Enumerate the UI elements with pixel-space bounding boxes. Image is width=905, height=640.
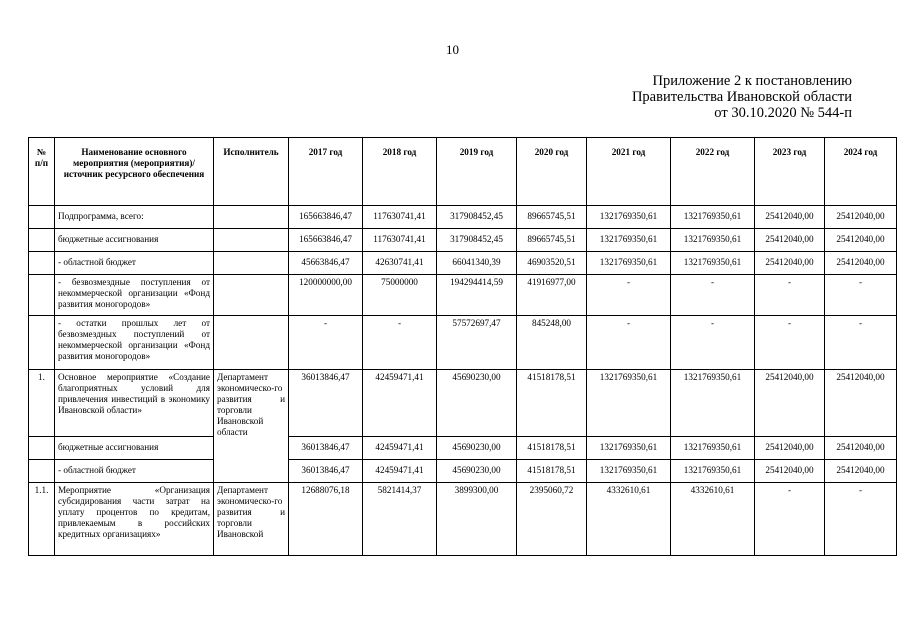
value-2022: - xyxy=(671,275,755,316)
value-2023: 25412040,00 xyxy=(755,460,825,483)
row-number: 1. xyxy=(29,370,55,437)
header-cell: № п/п xyxy=(29,138,55,206)
header-cell: Наименование основного мероприятия (мероприятия)/источник ресурсного обеспечения xyxy=(55,138,214,206)
value-2018: 42459471,41 xyxy=(363,460,437,483)
value-2021: - xyxy=(587,275,671,316)
header-cell: Исполнитель xyxy=(214,138,289,206)
value-2022: 1321769350,61 xyxy=(671,370,755,437)
header-cell: 2021 год xyxy=(587,138,671,206)
value-2023: - xyxy=(755,483,825,556)
appendix-line-2: Правительства Ивановской области xyxy=(631,89,852,105)
row-name: Подпрограмма, всего: xyxy=(55,206,214,229)
value-2017: 36013846,47 xyxy=(289,437,363,460)
header-cell: 2018 год xyxy=(363,138,437,206)
value-2023: - xyxy=(755,275,825,316)
value-2019: 45690230,00 xyxy=(437,460,517,483)
value-2022: 1321769350,61 xyxy=(671,460,755,483)
executor-cell xyxy=(214,275,289,316)
table-row xyxy=(29,229,897,252)
value-2019: 57572697,47 xyxy=(437,316,517,370)
value-2018: 42630741,41 xyxy=(363,252,437,275)
row-name: - областной бюджет xyxy=(55,252,214,275)
value-2022: 1321769350,61 xyxy=(671,252,755,275)
value-2023: 25412040,00 xyxy=(755,370,825,437)
row-name: бюджетные ассигнования xyxy=(55,437,214,460)
page-number: 10 xyxy=(446,42,459,57)
row-number: 1.1. xyxy=(29,483,55,556)
value-2023: 25412040,00 xyxy=(755,206,825,229)
value-2022: 1321769350,61 xyxy=(671,437,755,460)
row-name: бюджетные ассигнования xyxy=(55,229,214,252)
value-2021: - xyxy=(587,316,671,370)
appendix-line-1: Приложение 2 к постановлению xyxy=(652,73,852,89)
value-2019: 3899300,00 xyxy=(437,483,517,556)
value-2021: 4332610,61 xyxy=(587,483,671,556)
value-2017: 165663846,47 xyxy=(289,229,363,252)
value-2018: 117630741,41 xyxy=(363,229,437,252)
value-2020: 41518178,51 xyxy=(517,460,587,483)
row-number xyxy=(29,252,55,275)
table-row xyxy=(29,460,897,483)
row-name: - безвозмездные поступления от некоммерческой организации «Фонд развития моногородов» xyxy=(55,275,214,316)
table-row xyxy=(29,437,897,460)
row-name: - остатки прошлых лет от безвозмездных поступлений от некоммерческой организации «Фонд развития моногородов» xyxy=(55,316,214,370)
value-2024: 25412040,00 xyxy=(825,252,897,275)
value-2020: 41518178,51 xyxy=(517,370,587,437)
table-row xyxy=(29,206,897,229)
value-2019: 317908452,45 xyxy=(437,206,517,229)
value-2017: 120000000,00 xyxy=(289,275,363,316)
header-cell: 2020 год xyxy=(517,138,587,206)
value-2024: - xyxy=(825,275,897,316)
value-2022: 1321769350,61 xyxy=(671,206,755,229)
budget-table xyxy=(28,137,897,556)
value-2021: 1321769350,61 xyxy=(587,437,671,460)
header-cell: 2019 год xyxy=(437,138,517,206)
table-header-row xyxy=(29,138,897,206)
value-2024: 25412040,00 xyxy=(825,206,897,229)
value-2024: 25412040,00 xyxy=(825,460,897,483)
value-2020: 89665745,51 xyxy=(517,229,587,252)
value-2024: - xyxy=(825,316,897,370)
value-2019: 45690230,00 xyxy=(437,437,517,460)
value-2023: 25412040,00 xyxy=(755,229,825,252)
header-cell: 2017 год xyxy=(289,138,363,206)
value-2020: 46903520,51 xyxy=(517,252,587,275)
executor-cell xyxy=(214,316,289,370)
row-name: Основное мероприятие «Создание благоприятных условий для привлечения инвестиций в экономику Ивановской области» xyxy=(55,370,214,437)
value-2018: 75000000 xyxy=(363,275,437,316)
value-2022: - xyxy=(671,316,755,370)
table-row xyxy=(29,483,897,556)
value-2024: 25412040,00 xyxy=(825,229,897,252)
header-cell: 2023 год xyxy=(755,138,825,206)
value-2021: 1321769350,61 xyxy=(587,229,671,252)
header-cell: 2024 год xyxy=(825,138,897,206)
value-2019: 317908452,45 xyxy=(437,229,517,252)
value-2018: - xyxy=(363,316,437,370)
row-number xyxy=(29,275,55,316)
appendix-line-3: от 30.10.2020 № 544-п xyxy=(714,105,852,121)
value-2020: 89665745,51 xyxy=(517,206,587,229)
table-row xyxy=(29,252,897,275)
value-2020: 41916977,00 xyxy=(517,275,587,316)
value-2017: 165663846,47 xyxy=(289,206,363,229)
table-row xyxy=(29,316,897,370)
value-2019: 194294414,59 xyxy=(437,275,517,316)
row-name: Мероприятие «Организация субсидирования части затрат на уплату процентов по кредитам, привлекаемым в российских кредитных организациях» xyxy=(55,483,214,556)
row-name: - областной бюджет xyxy=(55,460,214,483)
value-2023: 25412040,00 xyxy=(755,252,825,275)
value-2020: 41518178,51 xyxy=(517,437,587,460)
value-2021: 1321769350,61 xyxy=(587,370,671,437)
appendix-header xyxy=(632,73,852,121)
value-2023: - xyxy=(755,316,825,370)
value-2017: 45663846,47 xyxy=(289,252,363,275)
row-number xyxy=(29,437,55,460)
value-2024: - xyxy=(825,483,897,556)
value-2017: 36013846,47 xyxy=(289,370,363,437)
value-2017: - xyxy=(289,316,363,370)
value-2021: 1321769350,61 xyxy=(587,252,671,275)
value-2022: 1321769350,61 xyxy=(671,229,755,252)
value-2022: 4332610,61 xyxy=(671,483,755,556)
value-2018: 42459471,41 xyxy=(363,370,437,437)
executor-cell: Департамент экономическо-го развития и торговли Ивановской xyxy=(214,483,289,556)
value-2024: 25412040,00 xyxy=(825,437,897,460)
table-row xyxy=(29,275,897,316)
value-2018: 42459471,41 xyxy=(363,437,437,460)
value-2017: 36013846,47 xyxy=(289,460,363,483)
value-2023: 25412040,00 xyxy=(755,437,825,460)
row-number xyxy=(29,229,55,252)
value-2021: 1321769350,61 xyxy=(587,206,671,229)
executor-cell xyxy=(214,206,289,229)
value-2020: 845248,00 xyxy=(517,316,587,370)
value-2017: 12688076,18 xyxy=(289,483,363,556)
value-2024: 25412040,00 xyxy=(825,370,897,437)
value-2019: 45690230,00 xyxy=(437,370,517,437)
value-2019: 66041340,39 xyxy=(437,252,517,275)
row-number xyxy=(29,206,55,229)
header-cell: 2022 год xyxy=(671,138,755,206)
value-2018: 5821414,37 xyxy=(363,483,437,556)
executor-cell xyxy=(214,229,289,252)
executor-cell xyxy=(214,252,289,275)
executor-cell: Департамент экономическо-го развития и торговли Ивановской области xyxy=(214,370,289,483)
value-2021: 1321769350,61 xyxy=(587,460,671,483)
row-number xyxy=(29,316,55,370)
value-2020: 2395060,72 xyxy=(517,483,587,556)
value-2018: 117630741,41 xyxy=(363,206,437,229)
table-row xyxy=(29,370,897,437)
row-number xyxy=(29,460,55,483)
